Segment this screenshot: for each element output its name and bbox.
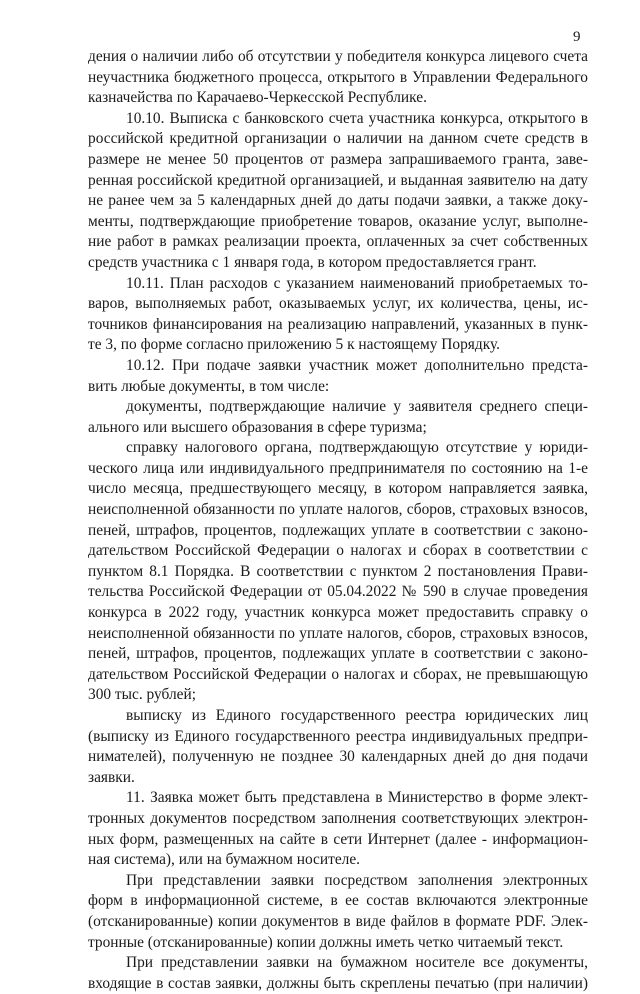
text-line: входящие в состав заявки, должны быть скреплены печатью (при наличии): [88, 974, 588, 992]
text-line: (выписку из Единого государственного реестра индивидуальных предпри-: [88, 727, 588, 745]
paragraph: [88, 109, 588, 274]
text-line: При представлении заявки посредством заполнения электронных: [126, 871, 588, 889]
text-line: пеней, штрафов, процентов, подлежащих уплате в соответствии с законо-: [88, 521, 588, 539]
text-line: российской кредитной организации о наличии на данном счете средств в: [88, 130, 588, 148]
text-line: ренная российской кредитной организацией, и выданная заявителю на дату: [88, 171, 588, 189]
text-line: дательством Российской Федерации о налогах и сборах в соответствии с: [88, 542, 588, 560]
text-line: число месяца, предшествующего месяцу, в котором направляется заявка,: [88, 480, 588, 498]
text-line: 10.12. При подаче заявки участник может дополнительно предста-: [126, 356, 588, 374]
text-line: ального или высшего образования в сфере туризма;: [88, 418, 427, 436]
text-line: справку налогового органа, подтверждающую отсутствие у юриди-: [126, 439, 588, 457]
text-line: 11. Заявка может быть представлена в Министерство в форме элект-: [126, 789, 588, 807]
text-line: 10.10. Выписка с банковского счета участника конкурса, открытого в: [126, 109, 588, 127]
paragraph: [88, 953, 588, 994]
text-line: форм в информационной системе, в ее состав включаются электронные: [88, 892, 588, 910]
text-line: конкурса в 2022 году, участник конкурса может предоставить справку о: [88, 604, 588, 622]
text-line: заявки.: [88, 768, 135, 786]
paragraph: [88, 438, 588, 706]
text-line: менты, подтверждающие приобретение товаров, оказание услуг, выполне-: [88, 212, 588, 230]
text-line: размере не менее 50 процентов от размера запрашиваемого гранта, заве-: [88, 150, 588, 168]
text-line: 300 тыс. рублей;: [88, 686, 196, 704]
text-line: неисполненной обязанности по уплате налогов, сборов, страховых взносов,: [88, 501, 588, 519]
text-line: точников финансирования на реализацию направлений, указанных в пунк-: [88, 315, 588, 333]
text-line: дательством Российской Федерации о налогах и сборах, не превышающую: [88, 665, 588, 683]
text-line: неучастника бюджетного процесса, открытого в Управлении Федерального: [88, 68, 588, 86]
text-line: ных форм, размещенных на сайте в сети Интернет (далее - информацион-: [88, 830, 588, 848]
text-line: пунктом 8.1 Порядка. В соответствии с пунктом 2 постановления Прави-: [88, 562, 588, 580]
text-line: тронных документов посредством заполнения соответствующих электрон-: [88, 809, 588, 827]
text-line: ческого лица или индивидуального предпринимателя по состоянию на 1-е: [88, 459, 588, 477]
paragraph: [88, 47, 588, 109]
paragraph: [88, 356, 588, 397]
text-line: ние работ в рамках реализации проекта, оплаченных за счет собственных: [88, 233, 588, 251]
text-line: выписку из Единого государственного реестра юридических лиц: [126, 707, 588, 724]
text-line: документы, подтверждающие наличие у заявителя среднего специ-: [126, 398, 588, 416]
page-number: 9: [573, 29, 581, 45]
document-body: [88, 47, 588, 994]
text-line: не ранее чем за 5 календарных дней до даты подачи заявки, а также доку-: [88, 192, 588, 210]
paragraph: [88, 274, 588, 356]
text-line: вить любые документы, в том числе:: [88, 377, 330, 395]
text-line: тронные (отсканированные) копии должны иметь четко читаемый текст.: [88, 933, 564, 951]
text-line: казначейства по Карачаево-Черкесской Республике.: [88, 89, 427, 107]
text-line: 10.11. План расходов с указанием наименований приобретаемых то-: [126, 274, 588, 292]
text-line: неисполненной обязанности по уплате налогов, сборов, страховых взносов,: [88, 624, 588, 642]
paragraph: [88, 871, 588, 953]
text-line: тельства Российской Федерации от 05.04.2022 № 590 в случае проведения: [88, 583, 588, 601]
paragraph: [88, 788, 588, 870]
text-line: дения о наличии либо об отсутствии у победителя конкурса лицевого счета: [88, 48, 588, 65]
text-line: (отсканированные) копии документов в виде файлов в формате PDF. Элек-: [88, 912, 588, 930]
paragraph: [88, 397, 588, 438]
paragraph: [88, 706, 588, 788]
text-line: ная система), или на бумажном носителе.: [88, 851, 361, 869]
text-line: те 3, по форме согласно приложению 5 к настоящему Порядку.: [88, 336, 500, 354]
text-line: нимателей), полученную не позднее 30 календарных дней до дня подачи: [88, 748, 588, 766]
text-line: При представлении заявки на бумажном носителе все документы,: [126, 954, 588, 972]
text-line: варов, выполняемых работ, оказываемых услуг, их количества, цены, ис-: [88, 295, 588, 313]
text-line: пеней, штрафов, процентов, подлежащих уплате в соответствии с законо-: [88, 645, 588, 663]
text-line: средств участника с 1 января года, в котором предоставляется грант.: [88, 253, 537, 271]
